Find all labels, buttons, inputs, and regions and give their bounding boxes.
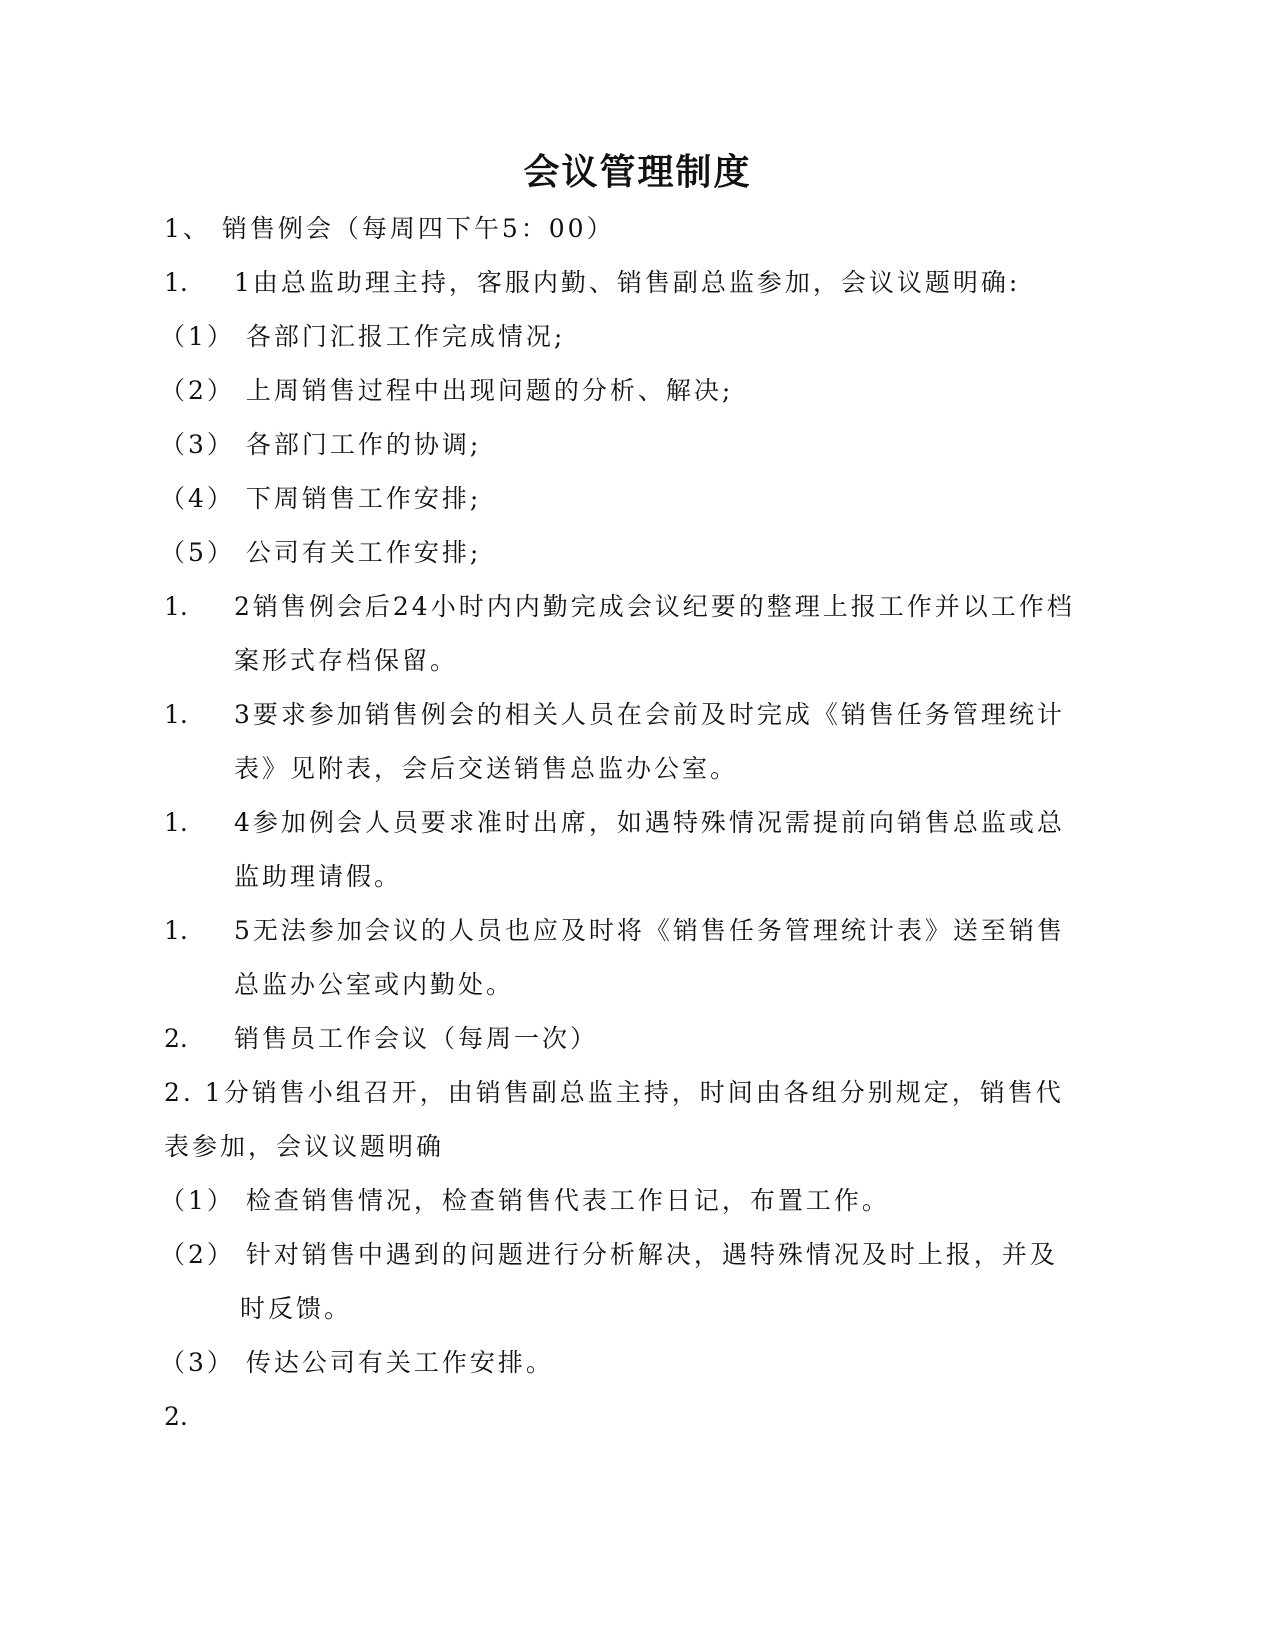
section-heading: 1、 销售例会（每周四下午5：00） [164, 214, 615, 243]
item-number: 1. [164, 268, 188, 297]
paragraph-line: 表》见附表，会后交送销售总监办公室。 [234, 754, 739, 783]
paragraph-line: 2销售例会后24小时内内勤完成会议纪要的整理上报工作并以工作档 [234, 592, 1075, 621]
paragraph-line: 总监办公室或内勤处。 [234, 970, 515, 999]
item-number: 1. [164, 916, 188, 945]
paragraph-line: 5无法参加会议的人员也应及时将《销售任务管理统计表》送至销售 [234, 916, 1065, 945]
item-number: 1. [164, 808, 188, 837]
list-item: （5） 公司有关工作安排; [160, 538, 482, 567]
paragraph-line: 1由总监助理主持，客服内勤、销售副总监参加，会议议题明确: [234, 268, 1021, 297]
section-heading: 销售员工作会议（每周一次） [234, 1024, 599, 1053]
list-item: （4） 下周销售工作安排; [160, 484, 482, 513]
paragraph-line: 3要求参加销售例会的相关人员在会前及时完成《销售任务管理统计 [234, 700, 1065, 729]
paragraph-line: 案形式存档保留。 [234, 646, 459, 675]
item-number: 2. [164, 1402, 188, 1431]
list-item: （1） 各部门汇报工作完成情况; [160, 322, 566, 351]
list-item: （1） 检查销售情况，检查销售代表工作日记，布置工作。 [160, 1186, 890, 1215]
item-number: 1. [164, 592, 188, 621]
list-item: （2） 上周销售过程中出现问题的分析、解决; [160, 376, 734, 405]
paragraph-line: 2. 1分销售小组召开，由销售副总监主持，时间由各组分别规定，销售代 [164, 1078, 1064, 1107]
paragraph-line: 时反馈。 [240, 1294, 353, 1323]
item-number: 2. [164, 1024, 188, 1053]
list-item: （3） 传达公司有关工作安排。 [160, 1348, 554, 1377]
item-number: 1. [164, 700, 188, 729]
paragraph-line: 4参加例会人员要求准时出席，如遇特殊情况需提前向销售总监或总 [234, 808, 1065, 837]
paragraph-line: 表参加，会议议题明确 [164, 1132, 445, 1161]
paragraph-line: 监助理请假。 [234, 862, 403, 891]
list-item: （2） 针对销售中遇到的问题进行分析解决，遇特殊情况及时上报，并及 [160, 1240, 1058, 1269]
document-title: 会议管理制度 [523, 151, 752, 193]
list-item: （3） 各部门工作的协调; [160, 430, 482, 459]
